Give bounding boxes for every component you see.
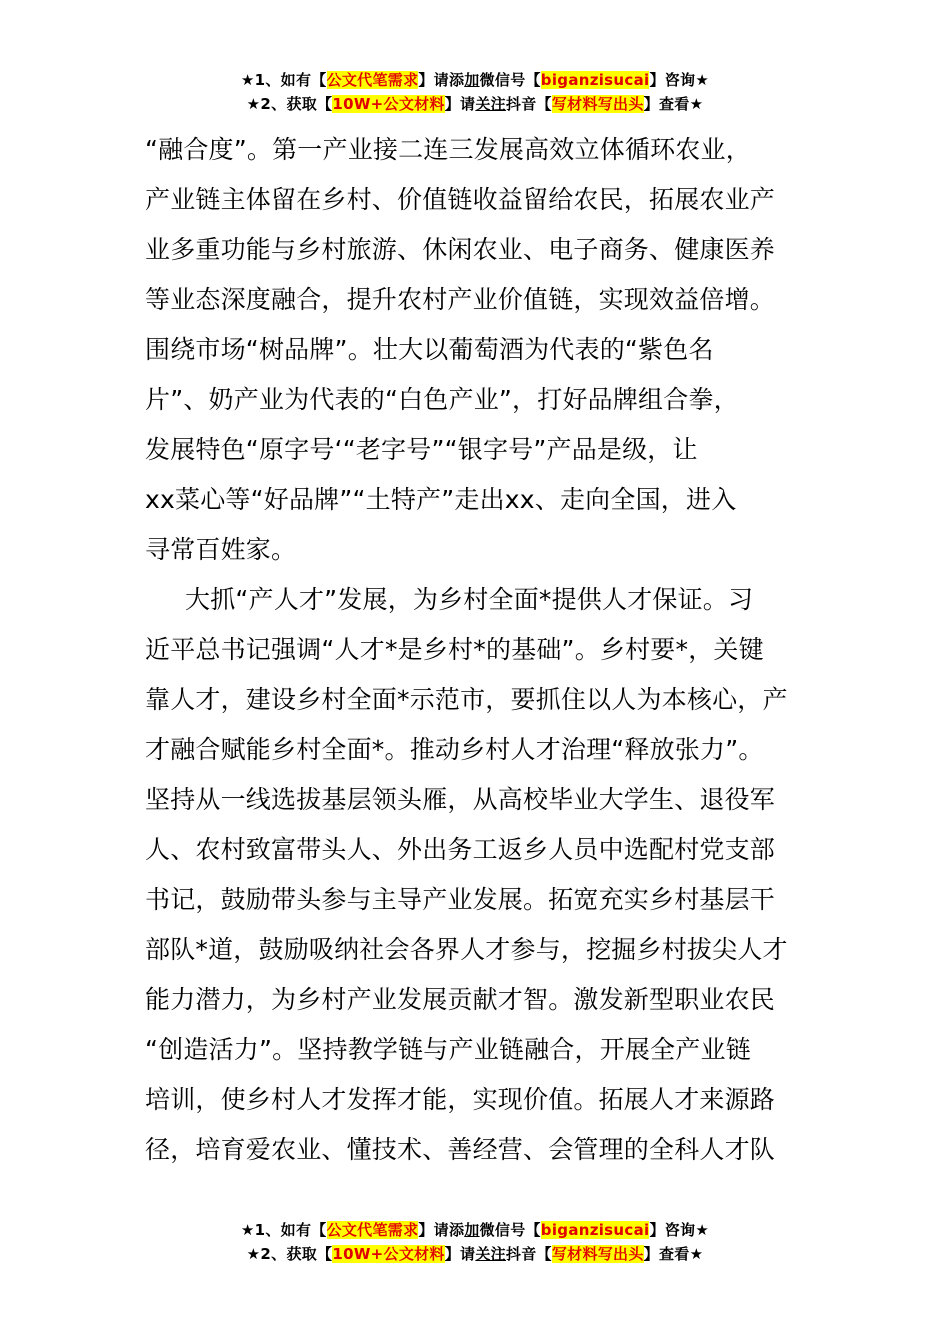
text-line: 产业链主体留在乡村、价值链收益留给农民，拓展农业产: [145, 185, 776, 214]
text-line: 业多重功能与乡村旅游、休闲农业、电子商务、健康医养: [145, 235, 776, 264]
banner-underline-text: 关注: [475, 1245, 506, 1263]
text-line: xx菜心等“好品牌”“土特产”走出xx、走向全国，进入: [145, 485, 737, 514]
banner-underline-text: 关注: [475, 95, 506, 113]
text-line: 靠人才，建设乡村全面*示范市，要抓住以人为本核心，产: [145, 685, 788, 714]
text-line: 部队*道，鼓励吸纳社会各界人才参与，挖掘乡村拔尖人才: [145, 935, 788, 964]
banner-text: 微信号【: [479, 71, 541, 89]
document-body: [145, 125, 805, 1175]
banner-text: 】查看★: [643, 1245, 704, 1263]
text-line: 发展特色“原字号‘“老字号”“银字号”产品是级，让: [145, 435, 698, 464]
text-line: 片”、奶产业为代表的“白色产业”，打好品牌组合拳，: [145, 385, 739, 414]
banner-highlight-service: 公文代笔需求: [326, 71, 419, 89]
banner-text: 】咨询★: [649, 71, 710, 89]
banner-text: 】查看★: [643, 95, 704, 113]
banner-text: ★2、获取【: [246, 95, 333, 113]
banner-text: 抖音【: [505, 95, 552, 113]
text-line: 大抓“产人才”发展，为乡村全面*提供人才保证。习: [185, 585, 754, 614]
banner-text: 】请: [444, 1245, 476, 1263]
footer-banner: [0, 1218, 950, 1266]
text-line: 才融合赋能乡村全面*。推动乡村人才治理“释放张力”。: [145, 735, 764, 764]
banner-text: 】请添: [418, 71, 465, 89]
banner-line-1: [0, 1218, 950, 1242]
text-line: “创造活力”。坚持教学链与产业链融合，开展全产业链: [145, 1035, 751, 1064]
banner-text: 】请添: [418, 1221, 465, 1239]
text-line: 能力潜力，为乡村产业发展贡献才智。激发新型职业农民: [145, 985, 776, 1014]
banner-highlight-service: 公文代笔需求: [326, 1221, 419, 1239]
header-banner: [0, 68, 950, 116]
banner-text: ★1、如有【: [240, 1221, 327, 1239]
text-line: “融合度”。第一产业接二连三发展高效立体循环农业，: [145, 135, 751, 164]
text-line: 径，培育爱农业、懂技术、善经营、会管理的全科人才队: [145, 1135, 776, 1164]
banner-text: 】咨询★: [649, 1221, 710, 1239]
banner-line-2: [0, 1242, 950, 1266]
banner-highlight-account: 写材料写出头: [551, 95, 644, 113]
banner-text: 】请: [444, 95, 476, 113]
paragraph-2: [145, 575, 805, 1175]
banner-line-1: [0, 68, 950, 92]
banner-text: 抖音【: [505, 1245, 552, 1263]
text-line: 寻常百姓家。: [145, 535, 297, 564]
text-line: 人、农村致富带头人、外出务工返乡人员中选配村党支部: [145, 835, 776, 864]
banner-text: ★1、如有【: [240, 71, 327, 89]
banner-text: 微信号【: [479, 1221, 541, 1239]
text-line: 坚持从一线选拔基层领头雁，从高校毕业大学生、退役军: [145, 785, 776, 814]
banner-line-2: [0, 92, 950, 116]
banner-highlight-account: 写材料写出头: [551, 1245, 644, 1263]
text-line: 书记，鼓励带头参与主导产业发展。拓宽充实乡村基层干: [145, 885, 776, 914]
banner-highlight-materials: 10W+公文材料: [332, 95, 445, 113]
text-line: 近平总书记强调“人才*是乡村*的基础”。乡村要*，关键: [145, 635, 764, 664]
banner-highlight-wechat-id: biganzisucai: [540, 1221, 650, 1239]
banner-underline-text: 加: [464, 1221, 480, 1239]
text-line: 培训，使乡村人才发挥才能，实现价值。拓展人才来源路: [145, 1085, 776, 1114]
paragraph-1: [145, 125, 805, 575]
text-line: 围绕市场“树品牌”。壮大以葡萄酒为代表的“紫色名: [145, 335, 714, 364]
banner-underline-text: 加: [464, 71, 480, 89]
banner-highlight-materials: 10W+公文材料: [332, 1245, 445, 1263]
banner-highlight-wechat-id: biganzisucai: [540, 71, 650, 89]
banner-text: ★2、获取【: [246, 1245, 333, 1263]
text-line: 等业态深度融合，提升农村产业价值链，实现效益倍增。: [145, 285, 776, 314]
